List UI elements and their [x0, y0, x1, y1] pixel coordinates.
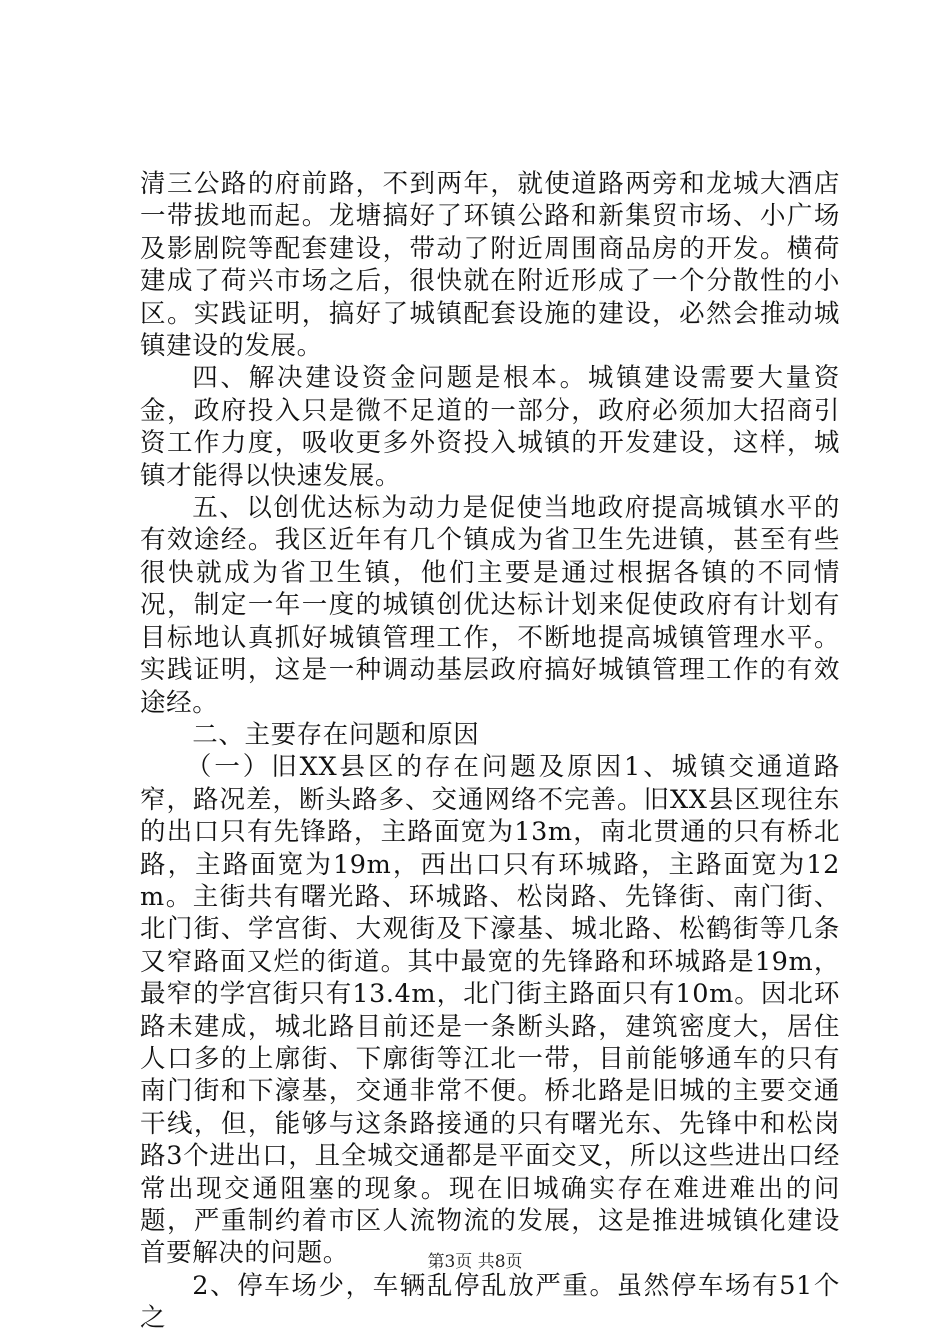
- paragraph-continuation: 清三公路的府前路，不到两年，就使道路两旁和龙城大酒店一带拔地而起。龙塘搞好了环镇公路和新集贸市场、小广场及影剧院等配套建设，带动了附近周围商品房的开发。横荷建成了荷兴市场之后，很快就在附近形成了一个分散性的小区。实践证明，搞好了城镇配套设施的建设，必然会推动城镇建设的发展。: [140, 169, 840, 362]
- paragraph-section-four: 四、解决建设资金问题是根本。城镇建设需要大量资金，政府投入只是微不足道的一部分，政府必须加大招商引资工作力度，吸收更多外资投入城镇的开发建设，这样，城镇才能得以快速发展。: [140, 363, 840, 491]
- paragraph-old-county-issues: （一）旧XX县区的存在问题及原因1、城镇交通道路窄，路况差，断头路多、交通网络不完善。旧XX县区现往东的出口只有先锋路，主路面宽为13m，南北贯通的只有桥北路，主路面宽为19m，西出口只有环城路，主路面宽为12m。主街共有曙光路、环城路、松岗路、先锋街、南门街、北门街、学宫街、大观街及下濠基、城北路、松鹤街等几条又窄路面又烂的街道。其中最宽的先锋路和环城路是19m，最窄的学宫街只有13.4m，北门街主路面只有10m。因北环路未建成，城北路目前还是一条断头路，建筑密度大，居住人口多的上廓街、下廓街等江北一带，目前能够通车的只有南门街和下濠基，交通非常不便。桥北路是旧城的主要交通干线，但，能够与这条路接通的只有曙光东、先锋中和松岗路3个进出口，且全城交通都是平面交叉，所以这些进出口经常出现交通阻塞的现象。现在旧城确实存在难进难出的问题，严重制约着市区人流物流的发展，这是推进城镇化建设首要解决的问题。: [140, 752, 840, 1269]
- paragraph-parking: 2、停车场少，车辆乱停乱放严重。虽然停车场有51个之: [140, 1270, 840, 1334]
- paragraph-section-five: 五、以创优达标为动力是促使当地政府提高城镇水平的有效途经。我区近年有几个镇成为省卫生先进镇，甚至有些很快就成为省卫生镇，他们主要是通过根据各镇的不同情况，制定一年一度的城镇创优达标计划来促使政府有计划有目标地认真抓好城镇管理工作，不断地提高城镇管理水平。实践证明，这是一种调动基层政府搞好城镇管理工作的有效途经。: [140, 493, 840, 718]
- page-number-footer: 第3页 共8页: [427, 1252, 523, 1272]
- document-body: [140, 168, 840, 1335]
- section-heading-problems: 二、主要存在问题和原因: [192, 719, 480, 750]
